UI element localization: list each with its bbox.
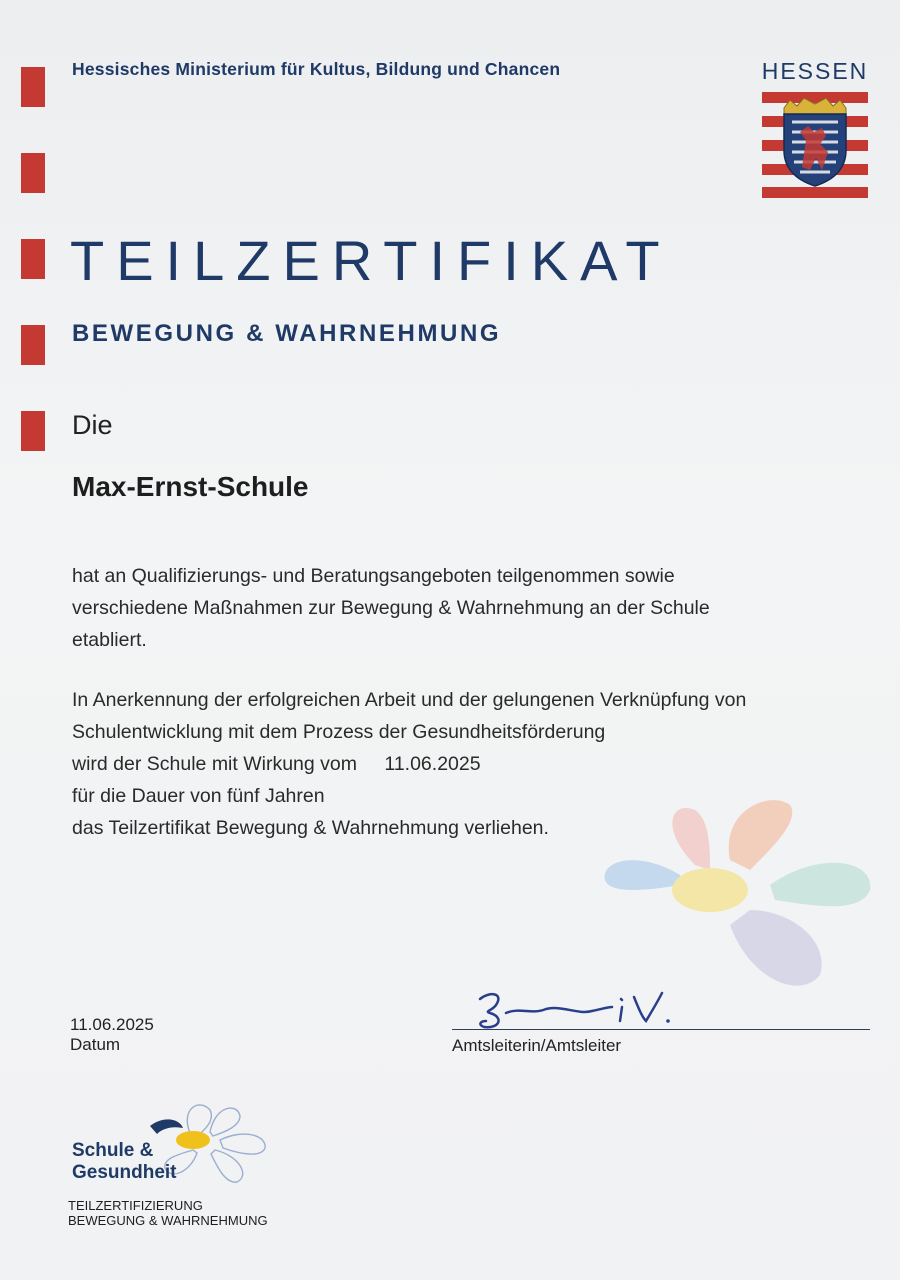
red-side-mark: [21, 239, 45, 279]
signature-line: [452, 1029, 870, 1030]
date-label: Datum: [70, 1035, 121, 1054]
red-side-mark: [21, 67, 45, 107]
signature-icon: [470, 985, 690, 1033]
paragraph-line: verschiedene Maßnahmen zur Bewegung & Wahrnehmung an der Schule: [72, 597, 710, 619]
hessen-crest-icon: [762, 92, 868, 198]
state-name: HESSEN: [761, 58, 869, 84]
paragraph-line: etabliert.: [72, 629, 147, 651]
signature-role: Amtsleiterin/Amtsleiter: [452, 1036, 622, 1055]
red-side-mark: [21, 153, 45, 193]
paragraph-line: Schulentwicklung mit dem Prozess der Gesundheitsförderung: [72, 721, 606, 743]
participation-paragraph: [72, 560, 792, 656]
logo-subtitle: [68, 1198, 268, 1228]
ministry-name: Hessisches Ministerium für Kultus, Bildung und Chancen: [72, 59, 561, 79]
effective-line: [72, 748, 832, 780]
duration-line: für die Dauer von fünf Jahren: [72, 785, 325, 807]
school-name: Max-Ernst-Schule: [72, 471, 309, 502]
certificate-subtitle: BEWEGUNG & WAHRNEHMUNG: [72, 320, 502, 347]
red-side-mark: [21, 411, 45, 451]
closing-line: das Teilzertifikat Bewegung & Wahrnehmung verliehen.: [72, 817, 549, 839]
paragraph-line: In Anerkennung der erfolgreichen Arbeit und der gelungenen Verknüpfung von: [72, 689, 747, 711]
date-value: 11.06.2025: [70, 1015, 154, 1034]
effective-date: 11.06.2025: [384, 753, 481, 775]
certificate-title: TEILZERTIFIKAT: [70, 229, 672, 292]
logo-wordmark: [72, 1140, 177, 1184]
article-label: Die: [72, 410, 113, 440]
watermark-flower-icon: [600, 790, 880, 1000]
logo-line: Gesundheit: [72, 1162, 177, 1183]
paragraph-line: hat an Qualifizierungs- und Beratungsangeboten teilgenommen sowie: [72, 565, 675, 587]
red-side-mark: [21, 325, 45, 365]
logo-sub-line: TEILZERTIFIZIERUNG: [68, 1198, 203, 1213]
logo-line: Schule &: [72, 1140, 154, 1161]
logo-sub-line: BEWEGUNG & WAHRNEHMUNG: [68, 1213, 268, 1228]
effective-prefix: wird der Schule mit Wirkung vom: [72, 753, 357, 775]
